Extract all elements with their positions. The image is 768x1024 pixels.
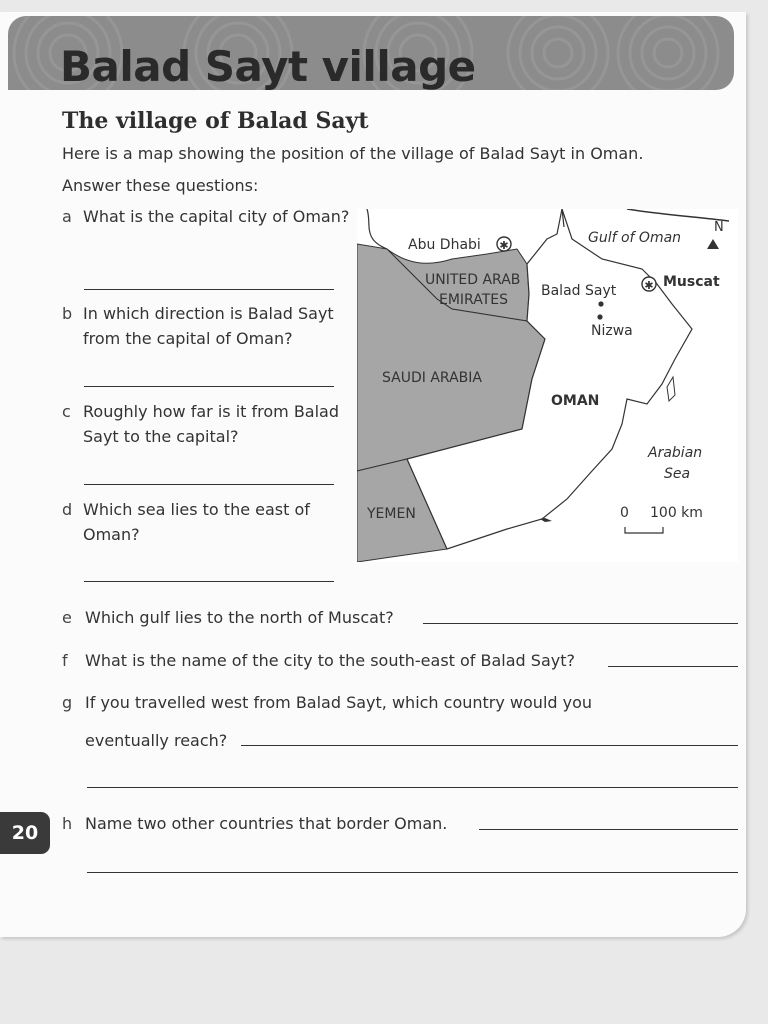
- label-abu-dhabi: Abu Dhabi: [408, 237, 481, 253]
- question-text: If you travelled west from Balad Sayt, which country would you: [85, 693, 593, 712]
- question-e: [62, 608, 394, 627]
- label-arabian-sea-1: Arabian: [648, 445, 703, 461]
- answer-line-f[interactable]: [608, 666, 738, 667]
- scale-value-label: 100 km: [650, 505, 703, 521]
- question-d: [62, 498, 310, 544]
- label-north: N: [714, 220, 724, 235]
- answer-line-c[interactable]: [84, 484, 334, 485]
- answer-line-h2[interactable]: [87, 872, 738, 873]
- label-arabian-sea-2: Sea: [664, 466, 691, 482]
- question-text: What is the capital city of Oman?: [83, 207, 350, 226]
- question-text: Which gulf lies to the north of Muscat?: [85, 608, 394, 627]
- answer-line-d[interactable]: [84, 581, 334, 582]
- label-yemen: YEMEN: [367, 506, 416, 522]
- question-b: [62, 302, 334, 348]
- page-title: Balad Sayt village: [60, 42, 476, 90]
- question-letter: e: [62, 608, 72, 627]
- instruction-text: Answer these questions:: [62, 176, 259, 195]
- abu-dhabi-marker: [497, 237, 511, 252]
- answer-line-h[interactable]: [479, 829, 738, 830]
- question-h: [62, 814, 447, 833]
- question-text: Roughly how far is it from Balad Sayt to the capital?: [83, 402, 340, 446]
- answer-line-a[interactable]: [84, 289, 334, 290]
- label-saudi-arabia: SAUDI ARABIA: [382, 370, 482, 386]
- muscat-marker: [642, 277, 656, 292]
- question-letter: b: [62, 304, 73, 323]
- question-g-continued: [85, 731, 227, 750]
- question-g: [62, 693, 592, 712]
- title-banner: [8, 16, 734, 90]
- question-text: Name two other countries that border Oman.: [85, 814, 448, 833]
- question-letter: f: [62, 651, 68, 670]
- label-oman: OMAN: [551, 393, 600, 409]
- island-shape: [667, 377, 675, 401]
- label-balad-sayt: Balad Sayt: [541, 283, 617, 299]
- page-number-tab: 20: [0, 812, 50, 854]
- answer-line-b[interactable]: [84, 386, 334, 387]
- intro-text: Here is a map showing the position of the village of Balad Sayt in Oman.: [62, 144, 644, 163]
- scale-zero-label: 0: [620, 505, 629, 521]
- svg-text:✱: ✱: [644, 279, 654, 292]
- answer-line-e[interactable]: [423, 623, 738, 624]
- label-nizwa: Nizwa: [591, 323, 633, 339]
- question-letter: h: [62, 814, 73, 833]
- oman-map: [357, 209, 738, 562]
- question-letter: g: [62, 693, 73, 712]
- nizwa-dot: [597, 314, 602, 319]
- label-uae-2: EMIRATES: [439, 292, 508, 308]
- answer-line-g[interactable]: [241, 745, 738, 746]
- question-letter: a: [62, 207, 72, 226]
- scale-bar: [625, 527, 663, 533]
- label-muscat: Muscat: [663, 274, 720, 290]
- question-letter: c: [62, 402, 71, 421]
- question-text: eventually reach?: [85, 731, 228, 750]
- coastline: [367, 209, 387, 249]
- question-text: Which sea lies to the east of Oman?: [83, 500, 310, 544]
- section-heading: The village of Balad Sayt: [62, 108, 369, 134]
- label-gulf-of-oman: Gulf of Oman: [588, 230, 682, 246]
- question-letter: d: [62, 500, 73, 519]
- svg-text:✱: ✱: [499, 239, 509, 252]
- balad-sayt-dot: [598, 301, 603, 306]
- question-text: What is the name of the city to the south-east of Balad Sayt?: [85, 651, 575, 670]
- answer-line-g2[interactable]: [87, 787, 738, 788]
- question-f: [62, 651, 575, 670]
- north-arrow-icon: [707, 239, 719, 249]
- question-text: In which direction is Balad Sayt from the capital of Oman?: [83, 304, 334, 348]
- label-uae-1: UNITED ARAB: [425, 272, 521, 288]
- question-c: [62, 400, 340, 446]
- question-a: [62, 205, 350, 230]
